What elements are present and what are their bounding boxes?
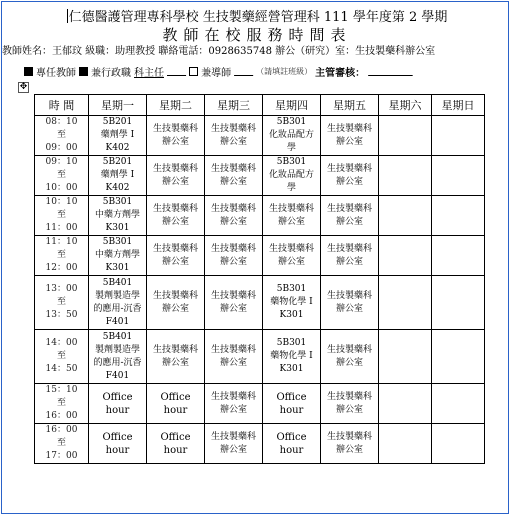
cell-text: 生技製藥科 (210, 123, 256, 134)
schedule-cell[interactable] (147, 116, 205, 156)
schedule-cell[interactable] (89, 156, 147, 196)
admin-label: 兼行政職 (91, 68, 131, 79)
cell-text: K402 (105, 143, 130, 153)
cell-text: 生技製藥科 (210, 431, 256, 442)
cell-text: 生技製藥科 (268, 203, 314, 214)
cell-text: 生技製藥科 (326, 431, 372, 442)
time-text: 13：00 (45, 284, 78, 294)
schedule-cell[interactable] (89, 116, 147, 156)
cell-text: 辦公室 (161, 303, 189, 314)
time-text: 至 (56, 438, 66, 448)
time-cell (35, 196, 89, 236)
cell-text: 辦公室 (161, 357, 189, 368)
cell-text: Office (276, 391, 307, 403)
cell-text: 的應用-沉香 (93, 303, 142, 314)
fulltime-checkbox[interactable] (24, 67, 33, 76)
schedule-cell[interactable] (321, 424, 379, 464)
time-text: 13：50 (45, 310, 78, 320)
fulltime-label: 專任教師 (36, 68, 76, 79)
time-text: 至 (56, 351, 66, 361)
header-day: 星期一 (89, 95, 147, 116)
cell-text: 辦公室 (335, 444, 363, 455)
schedule-cell[interactable] (205, 276, 263, 330)
table-row (35, 196, 485, 236)
schedule-cell[interactable] (263, 236, 321, 276)
cell-text: 辦公室 (335, 357, 363, 368)
cell-text: 5B201 (102, 157, 133, 167)
mentor-hint: （請填註班級） (256, 67, 313, 76)
time-text: 11：00 (45, 223, 78, 233)
schedule-cell[interactable] (263, 196, 321, 236)
cell-text: 辦公室 (219, 357, 247, 368)
time-cell (35, 424, 89, 464)
cell-text: 辦公室 (219, 176, 247, 187)
header-day: 星期日 (432, 95, 485, 116)
schedule-cell[interactable] (147, 156, 205, 196)
schedule-cell[interactable] (205, 424, 263, 464)
document-frame (1, 1, 509, 514)
schedule-cell[interactable] (432, 236, 485, 276)
time-text: 至 (56, 398, 66, 408)
time-text: 至 (56, 297, 66, 307)
schedule-cell[interactable] (263, 276, 321, 330)
cell-text: 生技製藥科 (326, 391, 372, 402)
cell-text: 5B301 (102, 197, 133, 207)
time-text: 14：50 (45, 364, 78, 374)
cell-text: hour (163, 404, 188, 416)
cell-text: 的應用-沉香 (93, 357, 142, 368)
cell-text: K301 (105, 223, 130, 233)
schedule-cell[interactable] (147, 424, 205, 464)
cell-text: 生技製藥科 (210, 203, 256, 214)
cell-text: 生技製藥科 (326, 123, 372, 134)
supervisor-label: 主管審核： (315, 68, 366, 79)
cell-text: 生技製藥科 (152, 123, 198, 134)
time-text: 16：00 (45, 425, 78, 435)
cell-text: 藥劑學 I (100, 170, 135, 180)
schedule-cell[interactable] (89, 196, 147, 236)
cell-text: 5B301 (276, 284, 307, 294)
schedule-cell[interactable] (321, 384, 379, 424)
schedule-cell[interactable] (379, 424, 432, 464)
page-title: 教師在校服務時間表 (162, 26, 352, 44)
schedule-cell[interactable] (379, 276, 432, 330)
cell-text: hour (105, 404, 130, 416)
cell-text: 藥物化學 I (270, 351, 313, 361)
cell-text: 藥劑學 I (100, 130, 135, 140)
table-row (35, 330, 485, 384)
admin-checkbox[interactable] (79, 67, 88, 76)
cell-text: 辦公室 (161, 216, 189, 227)
time-text: 09：00 (45, 143, 78, 153)
time-text: 16：00 (45, 411, 78, 421)
cell-text: 5B301 (276, 157, 307, 167)
cell-text: Office (160, 391, 191, 403)
time-text: 08：10 (45, 117, 78, 127)
schedule-cell[interactable] (147, 236, 205, 276)
time-text: 至 (56, 250, 66, 260)
cell-text: 5B201 (102, 117, 133, 127)
cell-text: 生技製藥科 (152, 243, 198, 254)
schedule-cell[interactable] (205, 236, 263, 276)
cell-text: 5B401 (102, 277, 133, 288)
cell-text: K301 (105, 263, 130, 273)
admin-value[interactable]: 科主任 (134, 68, 164, 79)
schedule-cell[interactable] (147, 384, 205, 424)
cell-text: 生技製藥科 (152, 344, 198, 355)
time-cell (35, 276, 89, 330)
cell-text: 5B301 (276, 338, 307, 348)
table-row (35, 236, 485, 276)
time-text: 17：00 (45, 451, 78, 461)
table-move-handle-icon[interactable]: ✥ (19, 82, 28, 92)
header-day: 星期六 (379, 95, 432, 116)
schedule-cell[interactable] (321, 196, 379, 236)
schedule-cell[interactable] (432, 424, 485, 464)
schedule-cell[interactable] (263, 424, 321, 464)
schedule-cell[interactable] (379, 330, 432, 384)
cell-text: 化妝品配方 (268, 130, 314, 140)
schedule-cell[interactable] (205, 196, 263, 236)
cell-text: 5B401 (102, 331, 133, 342)
cell-text: hour (279, 404, 304, 416)
schedule-cell[interactable] (205, 330, 263, 384)
time-text: 至 (56, 210, 66, 220)
time-text: 09：10 (45, 157, 78, 167)
cell-text: 生技製藥科 (326, 163, 372, 174)
header-day: 星期二 (147, 95, 205, 116)
cell-text: 生技製藥科 (210, 290, 256, 301)
time-text: 至 (56, 170, 66, 180)
cell-text: Office (102, 431, 133, 443)
schedule-cell[interactable] (89, 384, 147, 424)
schedule-cell[interactable] (432, 384, 485, 424)
schedule-cell[interactable] (321, 156, 379, 196)
time-text: 至 (56, 130, 66, 140)
cell-text: 辦公室 (219, 444, 247, 455)
schedule-cell[interactable] (89, 330, 147, 384)
cell-text: F401 (105, 370, 130, 381)
teacher-info-line: 教師姓名：王郁玟 級職：助理教授 聯絡電話：0928635748 辦公（研究）室：生技製藥科辦公室 (2, 46, 436, 57)
schedule-cell[interactable] (205, 156, 263, 196)
schedule-cell[interactable] (89, 424, 147, 464)
mentor-checkbox[interactable] (189, 67, 198, 76)
cell-text: 製劑製造學 (94, 290, 140, 301)
cell-text: 辦公室 (277, 256, 305, 267)
table-row (35, 276, 485, 330)
time-text: 10：00 (45, 183, 78, 193)
header-time: 時 間 (35, 95, 89, 116)
schedule-cell[interactable] (432, 196, 485, 236)
cell-text: 學 (286, 143, 296, 153)
cell-text: 辦公室 (335, 176, 363, 187)
schedule-cell[interactable] (432, 276, 485, 330)
schedule-cell[interactable] (321, 116, 379, 156)
supervisor-signature-field[interactable] (368, 66, 413, 77)
schedule-cell[interactable] (379, 384, 432, 424)
text-cursor (67, 9, 68, 23)
schedule-cell[interactable] (263, 384, 321, 424)
schedule-cell[interactable] (432, 330, 485, 384)
schedule-cell[interactable] (379, 116, 432, 156)
cell-text: 5B301 (102, 237, 133, 247)
cell-text: hour (163, 444, 188, 456)
schedule-table (34, 94, 485, 464)
table-row (35, 116, 485, 156)
cell-text: 辦公室 (161, 136, 189, 147)
schedule-cell[interactable] (205, 384, 263, 424)
cell-text: 學 (286, 183, 296, 193)
cell-text: 生技製藥科 (152, 290, 198, 301)
cell-text: 生技製藥科 (152, 203, 198, 214)
table-row (35, 156, 485, 196)
time-cell (35, 156, 89, 196)
time-cell (35, 330, 89, 384)
cell-text: 辦公室 (277, 216, 305, 227)
time-text: 10：10 (45, 197, 78, 207)
cell-text: 生技製藥科 (210, 391, 256, 402)
cell-text: hour (105, 444, 130, 456)
cell-text: 辦公室 (335, 136, 363, 147)
time-cell (35, 384, 89, 424)
mentor-label: 兼導師 (201, 68, 232, 79)
schedule-cell[interactable] (147, 196, 205, 236)
schedule-cell[interactable] (147, 330, 205, 384)
cell-text: 生技製藥科 (210, 243, 256, 254)
cell-text: F401 (105, 316, 130, 327)
schedule-cell[interactable] (147, 276, 205, 330)
cell-text: K301 (279, 310, 304, 320)
schedule-cell[interactable] (432, 116, 485, 156)
cell-text: 生技製藥科 (210, 344, 256, 355)
header-day: 星期五 (321, 95, 379, 116)
header-day: 星期三 (205, 95, 263, 116)
schedule-cell[interactable] (205, 116, 263, 156)
cell-text: 生技製藥科 (326, 290, 372, 301)
schedule-cell[interactable] (432, 156, 485, 196)
cell-text: 辦公室 (335, 404, 363, 415)
cell-text: 辦公室 (161, 256, 189, 267)
schedule-cell[interactable] (263, 116, 321, 156)
schedule-cell[interactable] (263, 330, 321, 384)
schedule-cell[interactable] (321, 236, 379, 276)
cell-text: 藥物化學 I (270, 297, 313, 307)
schedule-cell[interactable] (263, 156, 321, 196)
cell-text: hour (279, 444, 304, 456)
cell-text: 辦公室 (335, 216, 363, 227)
cell-text: 辦公室 (161, 176, 189, 187)
cell-text: 辦公室 (335, 303, 363, 314)
schedule-cell[interactable] (379, 196, 432, 236)
time-text: 12：00 (45, 263, 78, 273)
cell-text: Office (102, 391, 133, 403)
schedule-cell[interactable] (89, 236, 147, 276)
cell-text: K402 (105, 183, 130, 193)
school-line: 仁德醫護管理專科學校 生技製藥經營管理科 111 學年度第 2 學期 (68, 10, 448, 25)
table-row (35, 384, 485, 424)
header-day: 星期四 (263, 95, 321, 116)
cell-text: 辦公室 (335, 256, 363, 267)
cell-text: 生技製藥科 (326, 203, 372, 214)
role-line (24, 64, 413, 79)
cell-text: 辦公室 (219, 136, 247, 147)
cell-text: 生技製藥科 (326, 243, 372, 254)
cell-text: Office (276, 431, 307, 443)
cell-text: 中藥方劑學 (94, 250, 140, 260)
cell-text: 生技製藥科 (268, 243, 314, 254)
time-text: 15：10 (45, 385, 78, 395)
time-cell (35, 236, 89, 276)
table-row (35, 424, 485, 464)
cell-text: 生技製藥科 (152, 163, 198, 174)
cell-text: 5B301 (276, 117, 307, 127)
schedule-body (35, 116, 485, 464)
time-text: 11：10 (45, 237, 78, 247)
cell-text: 生技製藥科 (326, 344, 372, 355)
cell-text: 辦公室 (219, 404, 247, 415)
time-cell (35, 116, 89, 156)
schedule-cell[interactable] (321, 276, 379, 330)
schedule-cell[interactable] (379, 156, 432, 196)
cell-text: 辦公室 (219, 216, 247, 227)
cell-text: 中藥方劑學 (94, 210, 140, 220)
schedule-cell[interactable] (379, 236, 432, 276)
time-text: 14：00 (45, 338, 78, 348)
cell-text: 製劑製造學 (94, 344, 140, 355)
cell-text: 辦公室 (219, 303, 247, 314)
schedule-cell[interactable] (89, 276, 147, 330)
cell-text: 化妝品配方 (268, 170, 314, 180)
cell-text: K301 (279, 364, 304, 374)
schedule-cell[interactable] (321, 330, 379, 384)
header-row (35, 95, 485, 116)
cell-text: 生技製藥科 (210, 163, 256, 174)
cell-text: 辦公室 (219, 256, 247, 267)
cell-text: Office (160, 431, 191, 443)
